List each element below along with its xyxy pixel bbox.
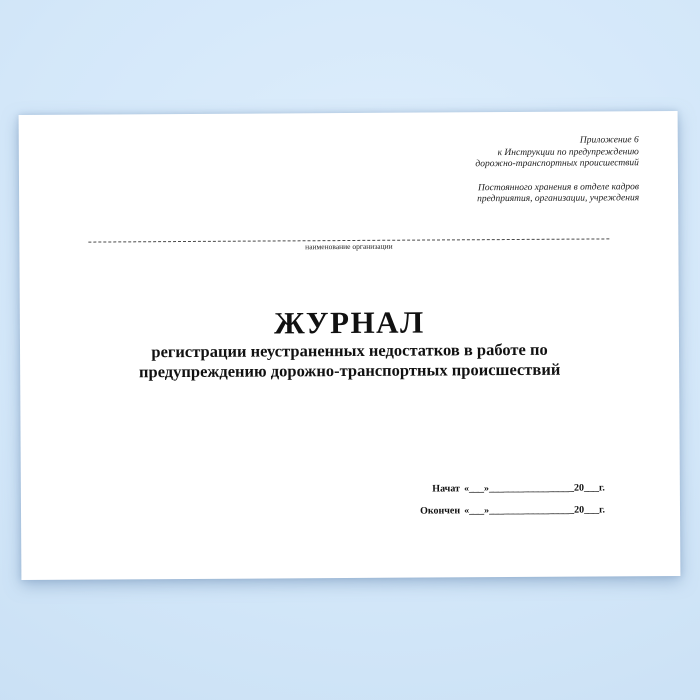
appendix-note — [475, 135, 639, 205]
date-finished-row — [418, 499, 605, 522]
storage-note-line: предприятия, организации, учреждения — [477, 193, 640, 205]
journal-subtitle — [20, 339, 679, 382]
journal-subtitle-line: предупреждению дорожно-транспортных происшествий — [138, 359, 561, 381]
date-finished-label: Окончен — [420, 504, 461, 517]
organization-name-caption: наименование организации — [305, 241, 393, 252]
appendix-note-line: дорожно-транспортных происшествий — [475, 158, 639, 170]
date-started-fill-line: _________________ — [488, 482, 574, 495]
appendix-note-line: к Инструкции по предупреждению — [497, 146, 639, 158]
appendix-note-line: Приложение 6 — [579, 135, 639, 146]
date-finished-fill-line: _________________ — [489, 504, 575, 516]
organization-name-blank-line — [88, 210, 609, 242]
date-finished-day-blank: «___» — [464, 504, 490, 516]
date-started-day-blank: «___» — [463, 483, 489, 495]
storage-note-line: Постоянного хранения в отделе кадров — [477, 181, 640, 193]
journal-subtitle-line: регистрации неустраненных недостатков в работе по — [151, 339, 548, 362]
dates-block — [418, 477, 605, 521]
journal-cover-page — [19, 111, 681, 580]
date-started-label: Начат — [432, 483, 460, 495]
storage-note — [476, 182, 640, 206]
date-started-row — [418, 477, 605, 500]
journal-title: ЖУРНАЛ — [274, 304, 425, 341]
date-started-year-blank: 20___г. — [573, 482, 605, 494]
organization-name-block — [88, 210, 609, 252]
date-finished-year-blank: 20___г. — [574, 503, 606, 516]
